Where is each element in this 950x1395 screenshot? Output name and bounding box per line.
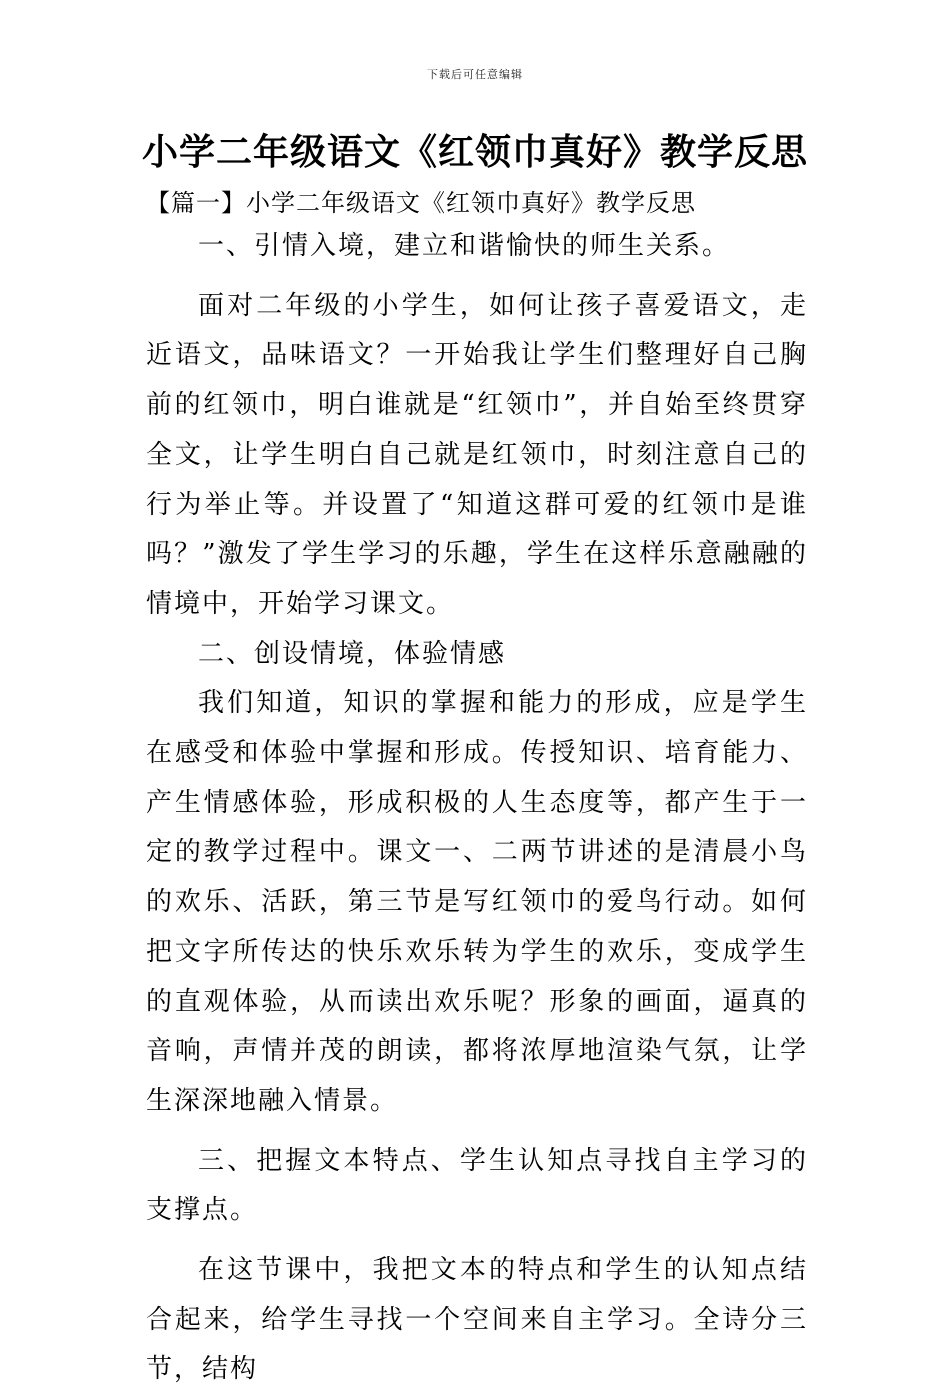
paragraph-heading-1: 一、引情入境，建立和谐愉快的师生关系。: [198, 231, 731, 261]
section-heading: 【篇一】小学二年级语文《红领巾真好》教学反思: [146, 189, 696, 217]
paragraph-heading-2: 二、创设情境，体验情感: [198, 638, 507, 669]
paragraph: 面对二年级的小学生，如何让孩子喜爱语文，走近语文，品味语文？一开始我让学生们整理好自己胸前的红领巾，明白谁就是“红领巾”，并自始至终贯穿全文，让学生明白自己就是红领巾，时刻注意自己的行为举止等。并设置了“知道这群可爱的红领巾是谁吗？”激发了学生学习的乐趣，学生在这样乐意融融的情境中，开始学习课文。: [146, 290, 808, 619]
document-title: 小学二年级语文《红领巾真好》教学反思: [141, 132, 808, 173]
paragraph: 在这节课中，我把文本的特点和学生的认知点结合起来，给学生寻找一个空间来自主学习。全诗分三节，结构: [146, 1255, 808, 1385]
paragraph-heading-3: 三、把握文本特点、学生认知点寻找自主学习的支撑点。: [146, 1145, 808, 1226]
header-note: 下载后可任意编辑: [427, 68, 523, 81]
paragraph: 我们知道，知识的掌握和能力的形成，应是学生在感受和体验中掌握和形成。传授知识、培育能力、产生情感体验，形成积极的人生态度等，都产生于一定的教学过程中。课文一、二两节讲述的是清晨小鸟的欢乐、活跃，第三节是写红领巾的爱鸟行动。如何把文字所传达的快乐欢乐转为学生的欢乐，变成学生的直观体验，从而读出欢乐呢？形象的画面，逼真的音响，声情并茂的朗读，都将浓厚地渲染气氛，让学生深深地融入情景。: [146, 688, 808, 1116]
document-body: [146, 222, 808, 1395]
